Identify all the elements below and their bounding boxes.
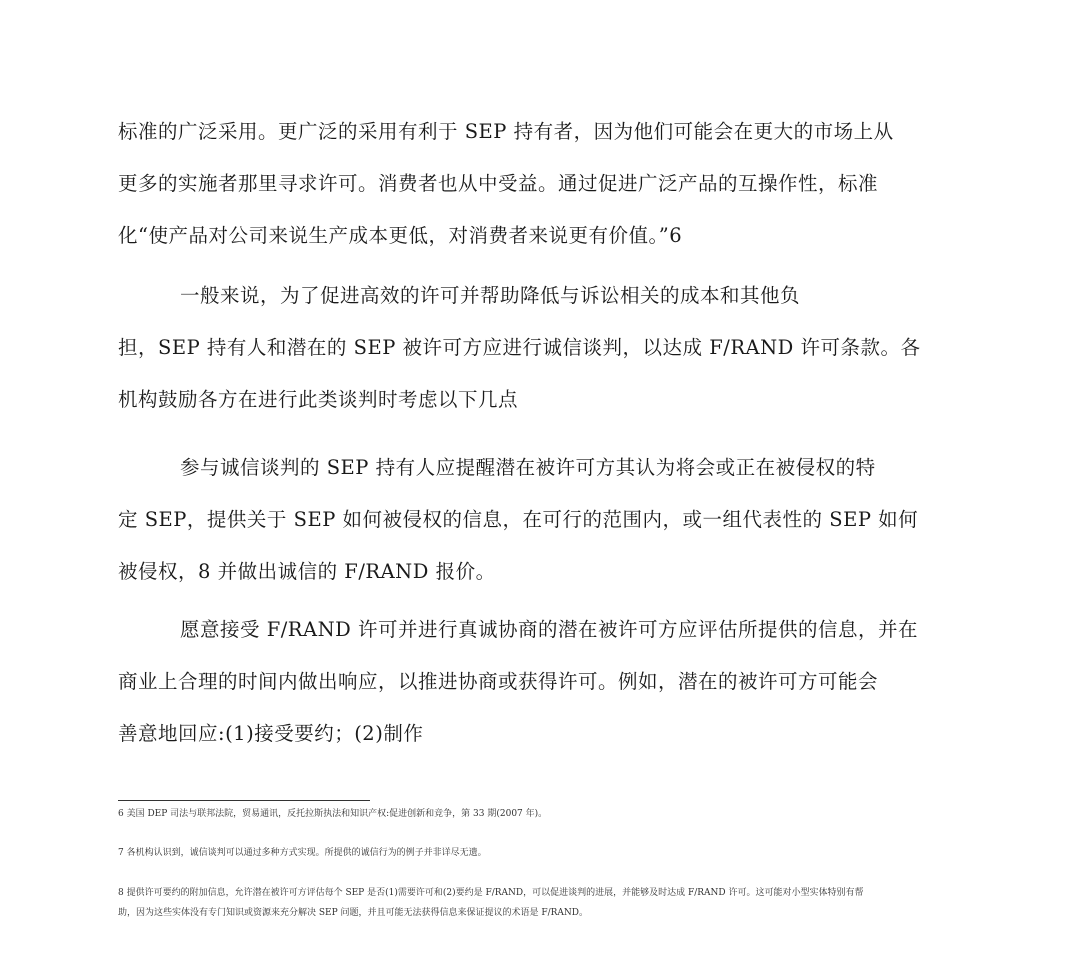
text-line: 愿意接受 F/RAND 许可并进行真诚协商的潜在被许可方应评估所提供的信息，并在 xyxy=(180,618,918,641)
paragraph-standard-adoption xyxy=(118,106,948,262)
text-line: 更多的实施者那里寻求许可。消费者也从中受益。通过促进广泛产品的互操作性，标准 xyxy=(118,172,879,195)
text-line: 善意地回应:(1)接受要约；(2)制作 xyxy=(118,722,424,745)
footnote-8-line-1: 8 提供许可要约的附加信息，允许潜在被许可方评估每个 SEP 是否(1)需要许可和(2)要约是 F/RAND，可以促进谈判的进展，并能够及时达成 F/RAND 许可。这可能对小型实体特别有帮 xyxy=(118,888,864,898)
text-line: 参与诚信谈判的 SEP 持有人应提醒潜在被许可方其认为将会或正在被侵权的特 xyxy=(180,456,876,479)
footnote-6: 6 美国 DEP 司法与联邦法院，贸易通讯，反托拉斯执法和知识产权:促进创新和竞争，第 33 期(2007 年)。 xyxy=(118,809,548,819)
text-line: 机构鼓励各方在进行此类谈判时考虑以下几点 xyxy=(118,388,519,411)
text-line: 标准的广泛采用。更广泛的采用有利于 SEP 持有者，因为他们可能会在更大的市场上从 xyxy=(118,120,894,143)
paragraph-licensee-duties xyxy=(118,604,948,760)
paragraph-good-faith-negotiation xyxy=(118,270,948,426)
text-line: 定 SEP，提供关于 SEP 如何被侵权的信息，在可行的范围内，或一组代表性的 SEP 如何 xyxy=(118,508,919,531)
text-line: 被侵权，8 并做出诚信的 F/RAND 报价。 xyxy=(118,560,496,583)
text-line: 担，SEP 持有人和潜在的 SEP 被许可方应进行诚信谈判，以达成 F/RAND 许可条款。各 xyxy=(118,336,921,359)
footnote-separator xyxy=(118,800,370,801)
text-line: 一般来说，为了促进高效的许可并帮助降低与诉讼相关的成本和其他负 xyxy=(180,284,801,307)
text-line: 商业上合理的时间内做出响应，以推进协商或获得许可。例如，潜在的被许可方可能会 xyxy=(118,670,879,693)
footnote-8-line-2: 助，因为这些实体没有专门知识或资源来充分解决 SEP 问题，并且可能无法获得信息来保证提议的术语是 F/RAND。 xyxy=(118,908,589,918)
paragraph-sep-holder-duties xyxy=(118,442,948,598)
footnote-7: 7 各机构认识到，诚信谈判可以通过多种方式实现。所提供的诚信行为的例子并非详尽无遗。 xyxy=(118,848,487,858)
text-line: 化“使产品对公司来说生产成本更低，对消费者来说更有价值。”6 xyxy=(118,224,683,247)
